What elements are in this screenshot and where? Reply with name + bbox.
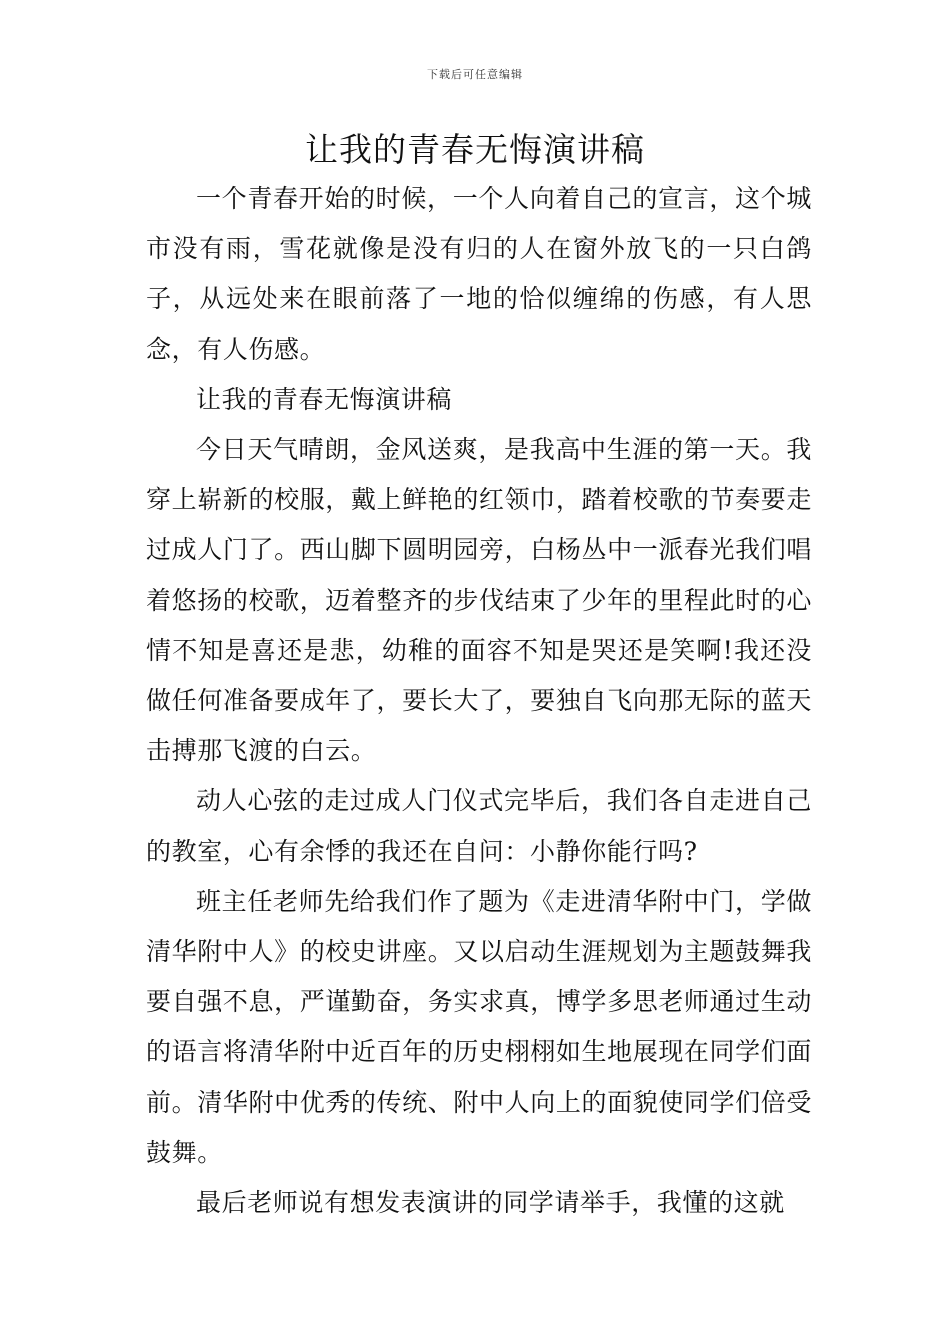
paragraph: 一个青春开始的时候，一个人向着自己的宣言，这个城市没有雨，雪花就像是没有归的人在窗外放飞的一只白鸽子，从远处来在眼前落了一地的恰似缠绵的伤感，有人思念，有人伤感。 (146, 184, 812, 364)
document-body (146, 174, 812, 1228)
document-title: 让我的青春无悔演讲稿 (305, 130, 645, 169)
paragraph: 班主任老师先给我们作了题为《走进清华附中门，学做清华附中人》的校史讲座。又以启动生涯规划为主题鼓舞我要自强不息，严谨勤奋，务实求真，博学多思老师通过生动的语言将清华附中近百年的历史栩栩如生地展现在同学们面前。清华附中优秀的传统、附中人向上的面貌使同学们倍受鼓舞。 (146, 886, 812, 1167)
paragraph: 最后老师说有想发表演讲的同学请举手，我懂的这就 (196, 1188, 785, 1218)
header-note: 下载后可任意编辑 (427, 68, 523, 81)
paragraph: 动人心弦的走过成人门仪式完毕后，我们各自走进自己的教室，心有余悸的我还在自问：小静你能行吗? (146, 786, 812, 866)
paragraph: 今日天气晴朗，金风送爽，是我高中生涯的第一天。我穿上崭新的校服，戴上鲜艳的红领巾，踏着校歌的节奏要走过成人门了。西山脚下圆明园旁，白杨丛中一派春光我们唱着悠扬的校歌，迈着整齐的步伐结束了少年的里程此时的心情不知是喜还是悲，幼稚的面容不知是哭还是笑啊!我还没做任何准备要成年了，要长大了，要独自飞向那无际的蓝天击搏那飞渡的白云。 (146, 435, 812, 766)
paragraph: 让我的青春无悔演讲稿 (196, 384, 453, 414)
